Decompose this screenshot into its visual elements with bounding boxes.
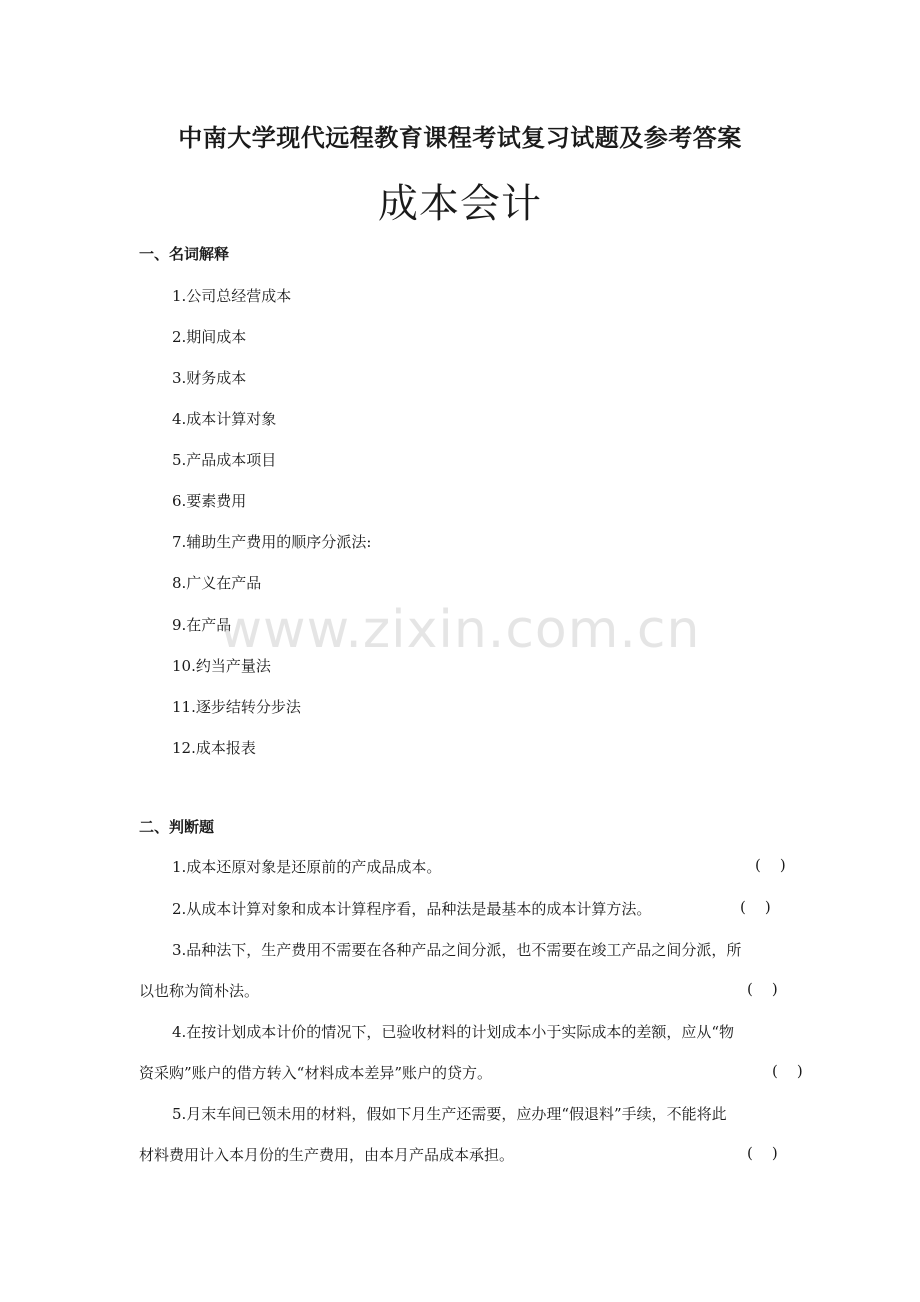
document-header-title: 中南大学现代远程教育课程考试复习试题及参考答案 bbox=[178, 123, 742, 152]
question-5-text-line1: 5.月末车间已领未用的材料，假如下月生产还需要，应办理“假退料”手续，不能将此 bbox=[172, 1105, 727, 1123]
section-heading-true-false: 二、判断题 bbox=[139, 818, 215, 836]
section-heading-terms: 一、名词解释 bbox=[139, 245, 230, 263]
question-1-text: 1.成本还原对象是还原前的产成品成本。 bbox=[172, 858, 442, 876]
answer-blank: ( ) bbox=[747, 980, 778, 998]
question-4-text-line2: 资采购”账户的借方转入“材料成本差异”账户的贷方。 bbox=[139, 1064, 493, 1082]
term-item: 6.要素费用 bbox=[172, 492, 247, 510]
term-item: 10.约当产量法 bbox=[172, 657, 271, 675]
term-item: 5.产品成本项目 bbox=[172, 451, 277, 469]
term-item: 1.公司总经营成本 bbox=[172, 287, 292, 305]
question-3-text-line2: 以也称为简朴法。 bbox=[139, 982, 260, 1000]
term-item: 11.逐步结转分步法 bbox=[172, 698, 301, 716]
term-item: 8.广义在产品 bbox=[172, 574, 262, 592]
question-4-text-line1: 4.在按计划成本计价的情况下，已验收材料的计划成本小于实际成本的差额，应从“物 bbox=[172, 1023, 734, 1041]
term-item: 2.期间成本 bbox=[172, 328, 247, 346]
term-item: 3.财务成本 bbox=[172, 369, 247, 387]
site-watermark: www.zixin.com.cn bbox=[219, 600, 701, 660]
term-item: 7.辅助生产费用的顺序分派法: bbox=[172, 533, 372, 551]
document-main-title: 成本会计 bbox=[378, 181, 542, 227]
term-item: 4.成本计算对象 bbox=[172, 410, 277, 428]
answer-blank: ( ) bbox=[772, 1062, 803, 1080]
answer-blank: ( ) bbox=[747, 1144, 778, 1162]
question-5-text-line2: 材料费用计入本月份的生产费用，由本月产品成本承担。 bbox=[139, 1146, 515, 1164]
question-3-text-line1: 3.品种法下，生产费用不需要在各种产品之间分派，也不需要在竣工产品之间分派，所 bbox=[172, 941, 742, 959]
term-item: 9.在产品 bbox=[172, 616, 232, 634]
answer-blank: ( ) bbox=[740, 898, 771, 916]
term-item: 12.成本报表 bbox=[172, 739, 256, 757]
answer-blank: ( ) bbox=[755, 856, 786, 874]
question-2-text: 2.从成本计算对象和成本计算程序看，品种法是最基本的成本计算方法。 bbox=[172, 900, 652, 918]
